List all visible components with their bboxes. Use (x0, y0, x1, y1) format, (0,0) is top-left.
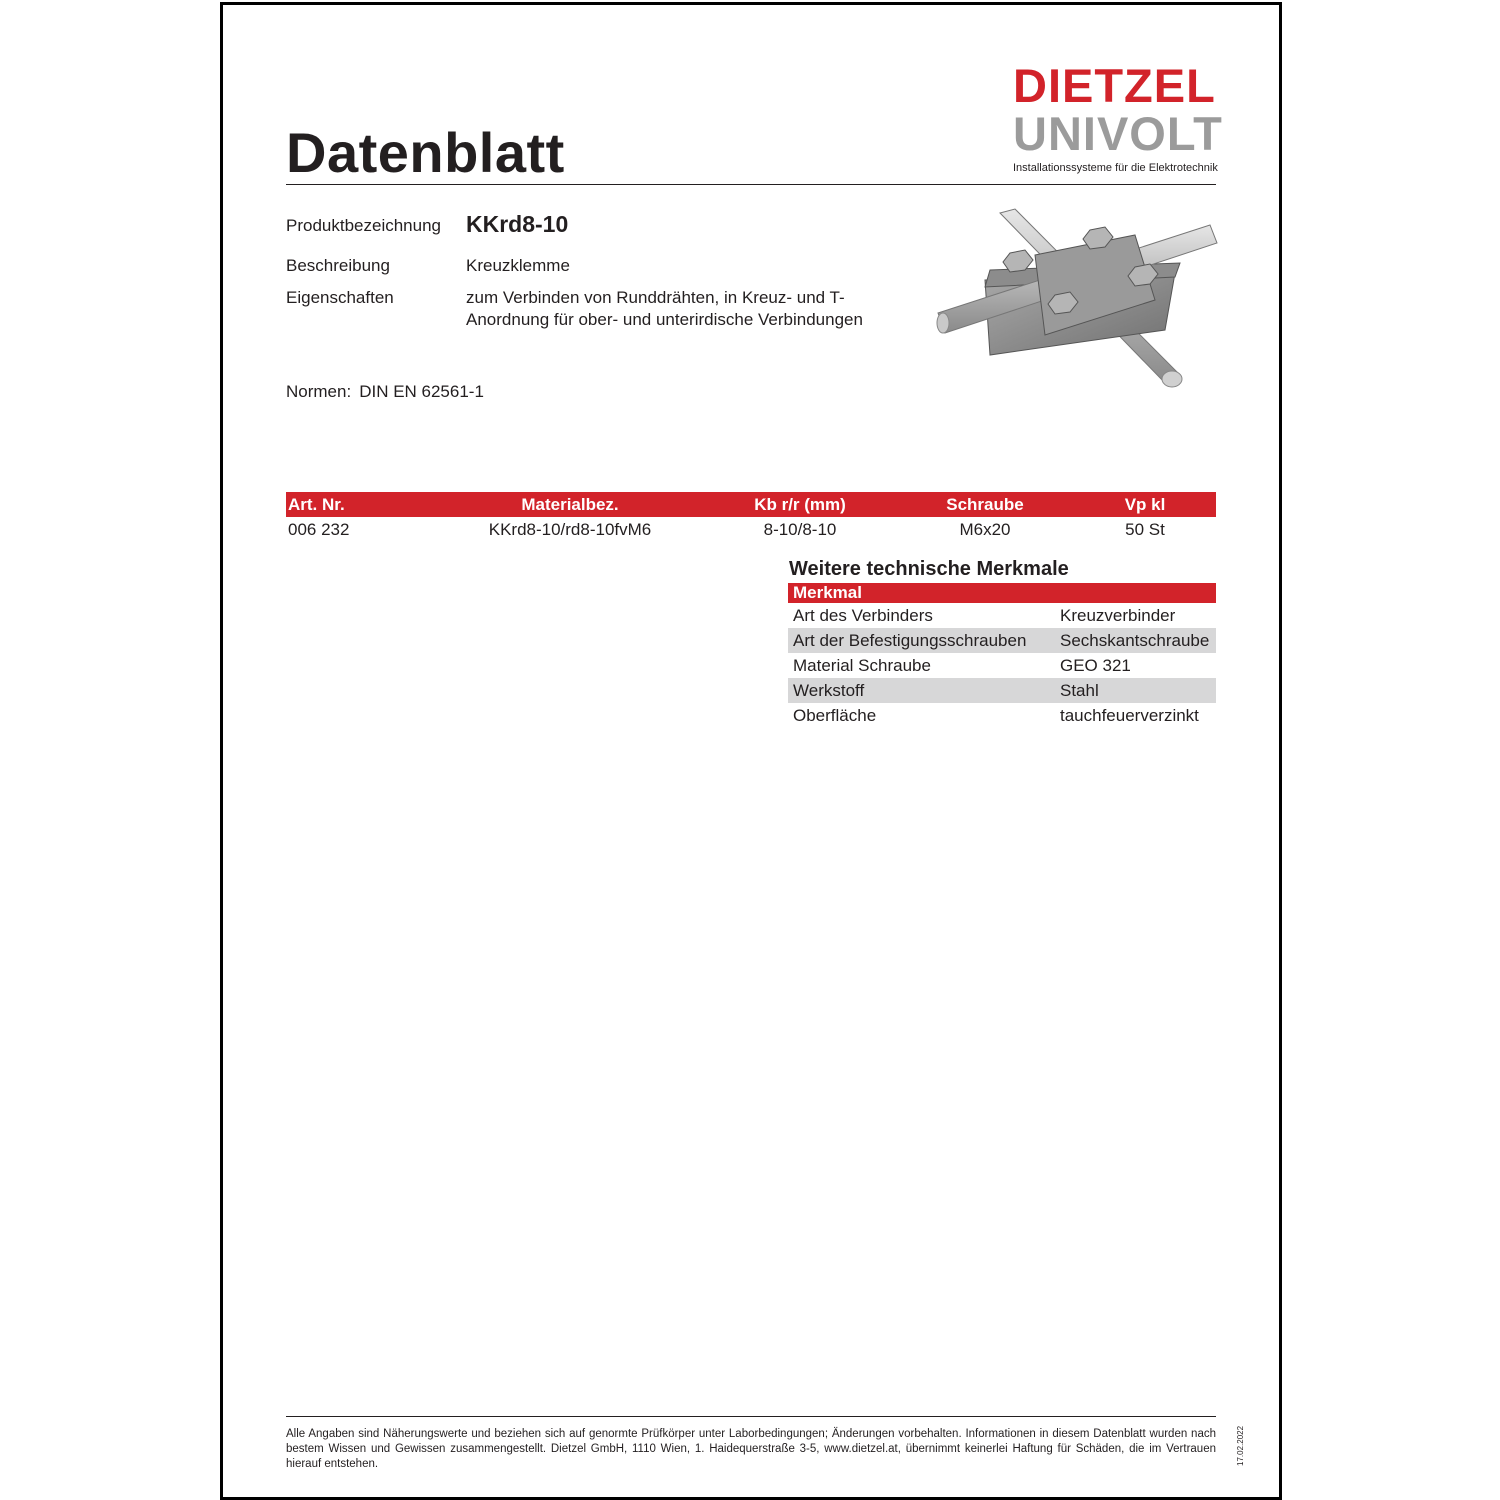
tech-table-header (788, 583, 1216, 603)
cell-screw: M6x20 (959, 520, 1011, 539)
tech-key: Oberfläche (793, 706, 877, 725)
tech-row (788, 628, 1216, 653)
standards-label: Normen: (286, 382, 352, 401)
tech-key: Material Schraube (793, 656, 931, 675)
tech-value: tauchfeuerverzinkt (1060, 706, 1199, 725)
footer-divider (286, 1416, 1216, 1417)
header-divider (286, 184, 1216, 185)
header-kb: Kb r/r (mm) (754, 495, 846, 514)
product-photo (935, 205, 1220, 390)
cell-kb: 8-10/8-10 (763, 520, 837, 539)
cell-art-nr: 006 232 (288, 520, 350, 539)
description-label: Beschreibung (286, 256, 390, 275)
header-screw: Schraube (946, 495, 1024, 514)
brand-logo-univolt: UNIVOLT (1013, 107, 1223, 160)
tech-section-title: Weitere technische Merkmale (789, 558, 1069, 580)
tech-row (788, 703, 1216, 728)
tech-value: GEO 321 (1060, 656, 1131, 675)
brand-tagline: Installationssysteme für die Elektrotechnik (1013, 162, 1218, 174)
properties-label: Eigenschaften (286, 288, 394, 307)
tech-row (788, 653, 1216, 678)
tech-header-label: Merkmal (793, 583, 862, 602)
brand-logo-dietzel: DIETZEL (1013, 59, 1216, 112)
document-date: 17.02.2022 (1236, 1425, 1245, 1466)
tech-value: Kreuzverbinder (1060, 606, 1176, 625)
header-material: Materialbez. (521, 495, 619, 514)
tech-value: Stahl (1060, 681, 1099, 700)
standards-value: DIN EN 62561-1 (359, 382, 484, 401)
tech-key: Werkstoff (793, 681, 865, 700)
article-table-header (286, 492, 1216, 517)
tech-row (788, 603, 1216, 628)
header-vp: Vp kl (1124, 495, 1166, 514)
standards-line (286, 382, 484, 402)
product-name-label: Produktbezeichnung (286, 216, 442, 235)
product-name-value: KKrd8-10 (466, 211, 569, 237)
description-value: Kreuzklemme (466, 256, 570, 275)
tech-key: Art des Verbinders (793, 606, 933, 625)
properties-value: zum Verbinden von Runddrähten, in Kreuz- und T-Anordnung für ober- und unterirdische Verbindungen (466, 288, 863, 329)
cell-vp: 50 St (1125, 520, 1165, 539)
footer-disclaimer: Alle Angaben sind Näherungswerte und beziehen sich auf genormte Prüfkörper unter Laborbedingungen; Änderungen vorbehalten. Informationen in diesem Datenblatt wurden nach bestem Wissen und Gewissen zusammengestellt. Dietzel GmbH, 1110 Wien, 1. Haidequerstraße 3-5, www.dietzel.at, übernimmt keinerlei Haftung für Schäden, die im Vertrauen hierauf entstehen. (286, 1428, 1216, 1470)
tech-key: Art der Befestigungsschrauben (793, 631, 1027, 650)
tech-row (788, 678, 1216, 703)
tech-value: Sechskantschraube (1060, 631, 1210, 650)
page-title: Datenblatt (286, 121, 565, 184)
header-art-nr: Art. Nr. (288, 495, 345, 514)
cell-material: KKrd8-10/rd8-10fvM6 (488, 520, 652, 539)
